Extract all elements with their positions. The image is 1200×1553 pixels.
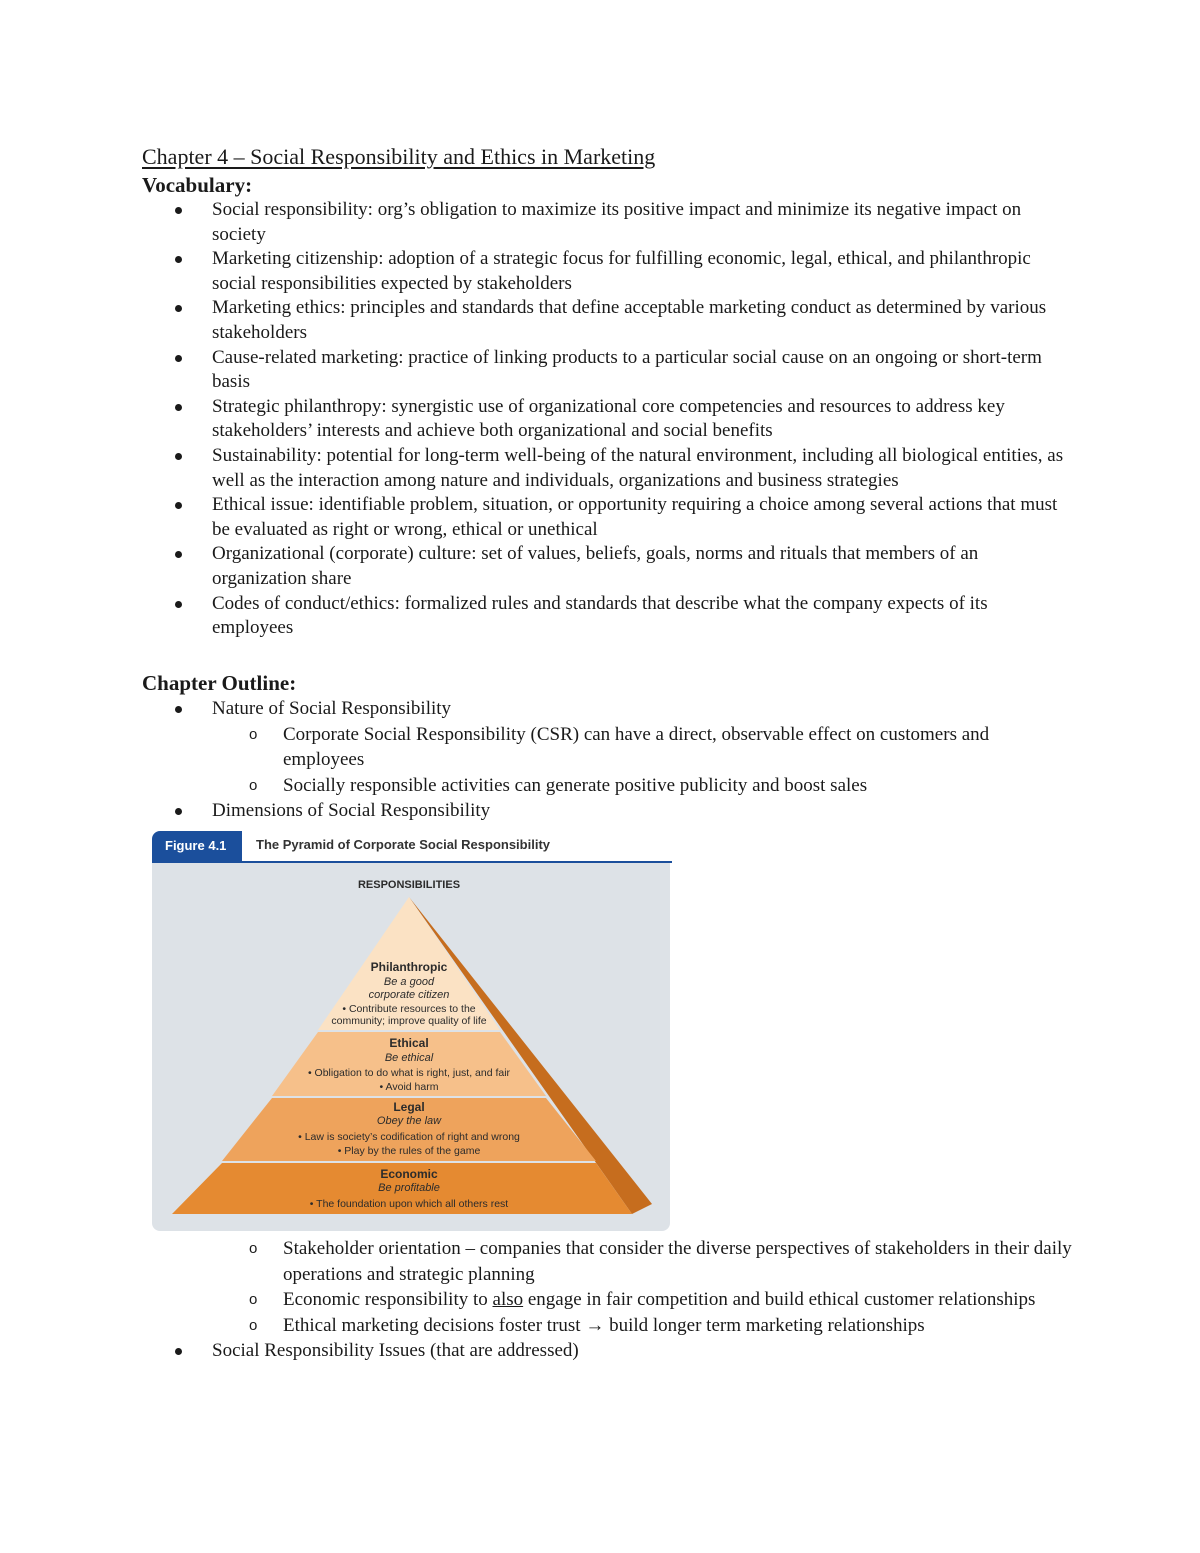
economic-goal: Be profitable [378, 1182, 440, 1194]
philanthropic-bullet: • Contribute resources to the [342, 1003, 476, 1015]
outline-item: Dimensions of Social Responsibility [142, 799, 1072, 824]
outline-subitem: o Ethical marketing decisions foster trust → build longer term marketing relationships [142, 1313, 1072, 1339]
outline-subitem: o Socially responsible activities can generate positive publicity and boost sales [142, 773, 1072, 799]
figure-label: Figure 4.1 [152, 831, 242, 861]
vocab-item: Codes of conduct/ethics: formalized rules and standards that describe what the company expects of its employees [142, 592, 1072, 641]
philanthropic-goal: Be a good [383, 976, 435, 988]
vocab-item: Strategic philanthropy: synergistic use of organizational core competencies and resources to address key stakeholders’ interests and achieve both organizational and social benefits [142, 395, 1072, 444]
vocab-item: Marketing ethics: principles and standards that define acceptable marketing conduct as determined by various stakeholders [142, 296, 1072, 345]
vocab-item: Ethical issue: identifiable problem, situation, or opportunity requiring a choice among several actions that must be evaluated as right or wrong, ethical or unethical [142, 493, 1072, 542]
economic-label: Economic [380, 1167, 438, 1181]
ethical-bullet: • Avoid harm [379, 1081, 439, 1093]
underlined-word: also [492, 1289, 524, 1310]
vocab-item: Social responsibility: org’s obligation to maximize its positive impact and minimize its negative impact on society [142, 198, 1072, 247]
vocab-item: Marketing citizenship: adoption of a strategic focus for fulfilling economic, legal, ethical, and philanthropic social responsibilities expected by stakeholders [142, 247, 1072, 296]
chapter-title: Chapter 4 – Social Responsibility and Ethics in Marketing [142, 144, 656, 169]
vocabulary-heading: Vocabulary: [142, 173, 253, 197]
outline-subitem: o Stakeholder orientation – companies that consider the diverse perspectives of stakeholders in their daily operations and strategic planning [142, 1236, 1072, 1287]
legal-bullet: • Play by the rules of the game [337, 1145, 481, 1157]
vocabulary-list [142, 198, 1072, 641]
outline-item: Nature of Social Responsibility [142, 697, 1072, 722]
vocab-item: Cause-related marketing: practice of linking products to a particular social cause on an ongoing or short-term basis [142, 346, 1072, 395]
text-span: engage in fair competition and build ethical customer relationships [523, 1289, 1036, 1310]
outline-subitem [142, 1287, 1072, 1313]
dimensions-sublist [142, 1236, 1072, 1364]
pyramid-diagram [152, 831, 672, 1231]
vocab-item: Sustainability: potential for long-term well-being of the natural environment, including all biological entities, as well as the interaction among nature and individuals, organizations and business strategies [142, 444, 1072, 493]
chapter-outline-heading: Chapter Outline: [142, 671, 297, 695]
ethical-label: Ethical [389, 1036, 429, 1050]
vocab-item: Organizational (corporate) culture: set of values, beliefs, goals, norms and rituals that members of an organization share [142, 542, 1072, 591]
responsibilities-header: RESPONSIBILITIES [357, 879, 461, 891]
outline-list [142, 697, 1072, 824]
text-span: Economic responsibility to [283, 1289, 493, 1310]
economic-bullet: • The foundation upon which all others rest [309, 1198, 509, 1210]
figure-title: The Pyramid of Corporate Social Responsibility [256, 837, 551, 852]
csr-pyramid-figure [152, 831, 672, 1231]
philanthropic-goal: corporate citizen [368, 989, 450, 1001]
legal-label: Legal [393, 1100, 425, 1114]
philanthropic-bullet: community; improve quality of life [331, 1015, 487, 1027]
philanthropic-label: Philanthropic [370, 960, 448, 974]
legal-bullet: • Law is society’s codification of right and wrong [298, 1131, 520, 1143]
outline-subitem: o Corporate Social Responsibility (CSR) can have a direct, observable effect on customers and employees [142, 722, 1072, 773]
outline-item: Social Responsibility Issues (that are addressed) [142, 1339, 1072, 1364]
ethical-goal: Be ethical [384, 1052, 434, 1064]
legal-goal: Obey the law [376, 1115, 442, 1127]
ethical-bullet: • Obligation to do what is right, just, and fair [307, 1067, 511, 1079]
